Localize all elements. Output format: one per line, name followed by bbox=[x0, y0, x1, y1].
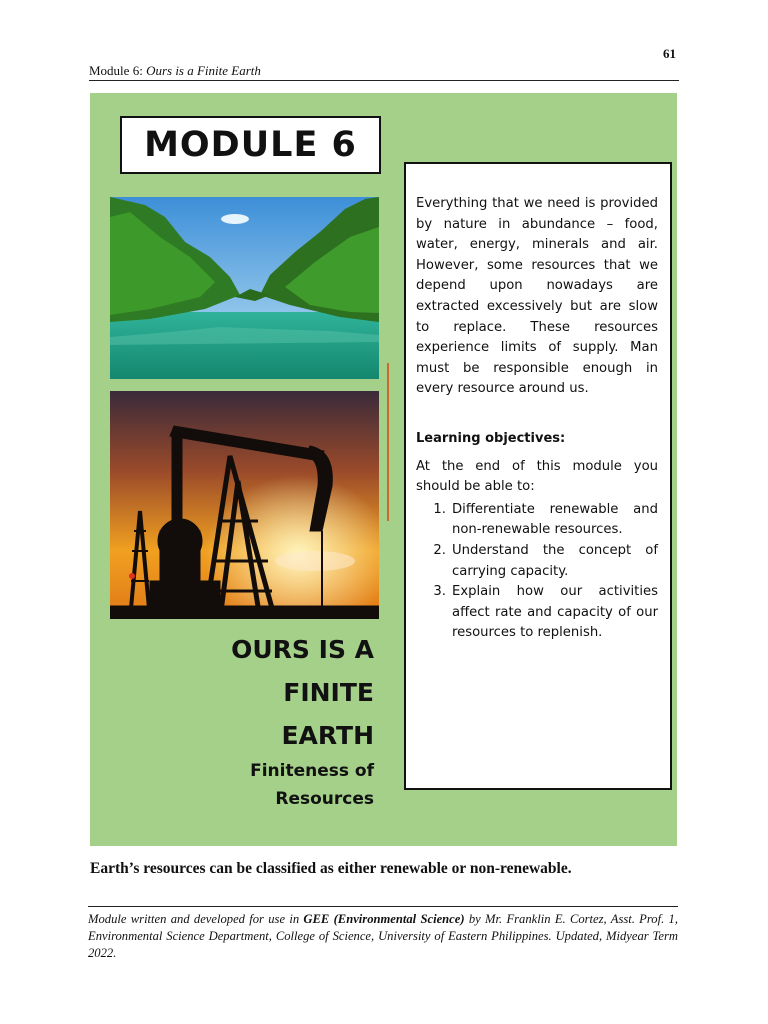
footer-text-end: by Mr. Franklin E. Cortez, Asst. Prof. 1, Environmental Science Department, College of Science, University of Eastern Philippines. Updated, Midyear Term 2022. bbox=[88, 912, 678, 960]
objective-item bbox=[416, 500, 658, 541]
objective-text: Differentiate renewable and non-renewable resources. bbox=[452, 501, 658, 538]
tropical-river-photo bbox=[110, 197, 379, 379]
objective-number: 1. bbox=[433, 501, 446, 517]
objectives-heading: Learning objectives: bbox=[416, 430, 566, 446]
accent-divider bbox=[387, 363, 389, 521]
title-line-2: FINITE bbox=[283, 678, 374, 707]
objective-text: Explain how our activities affect rate and capacity of our resources to replenish. bbox=[452, 584, 658, 641]
objective-number: 2. bbox=[433, 542, 446, 558]
running-head-prefix: Module 6: bbox=[89, 63, 147, 78]
page-number: 61 bbox=[663, 46, 676, 61]
objectives-intro: At the end of this module you should be able to: bbox=[416, 458, 658, 495]
title-line-3: EARTH bbox=[281, 721, 374, 750]
objective-item bbox=[416, 582, 658, 644]
running-head-title: Ours is a Finite Earth bbox=[146, 63, 261, 78]
footer-text-start: Module written and developed for use in bbox=[88, 912, 304, 926]
module-cover bbox=[90, 93, 677, 846]
cover-title bbox=[110, 628, 374, 813]
objective-number: 3. bbox=[433, 584, 446, 600]
objective-item bbox=[416, 541, 658, 582]
footer-course: GEE (Environmental Science) bbox=[303, 912, 465, 926]
subtitle-line-2: Resources bbox=[275, 789, 374, 809]
figure-caption: Earth’s resources can be classified as either renewable or non-renewable. bbox=[90, 860, 572, 877]
running-head bbox=[89, 63, 679, 81]
pumpjack-illustration bbox=[110, 391, 379, 619]
intro-paragraph: Everything that we need is provided by nature in abundance – food, water, energy, minerals and air. However, some resources that we depend upon nowadays are extracted excessively but are slow to replace. These resources experience limits of supply. Man must be responsible enough in every resource around us. bbox=[416, 196, 658, 397]
oil-pumpjack-sunset-photo bbox=[110, 391, 379, 619]
module-overview-box bbox=[404, 162, 672, 790]
river-illustration bbox=[110, 197, 379, 379]
subtitle-line-1: Finiteness of bbox=[250, 761, 374, 781]
page-footer bbox=[88, 906, 678, 962]
objective-text: Understand the concept of carrying capacity. bbox=[452, 542, 658, 579]
module-label: MODULE 6 bbox=[120, 116, 381, 174]
objectives-list bbox=[416, 500, 658, 644]
title-line-1: OURS IS A bbox=[231, 635, 374, 664]
